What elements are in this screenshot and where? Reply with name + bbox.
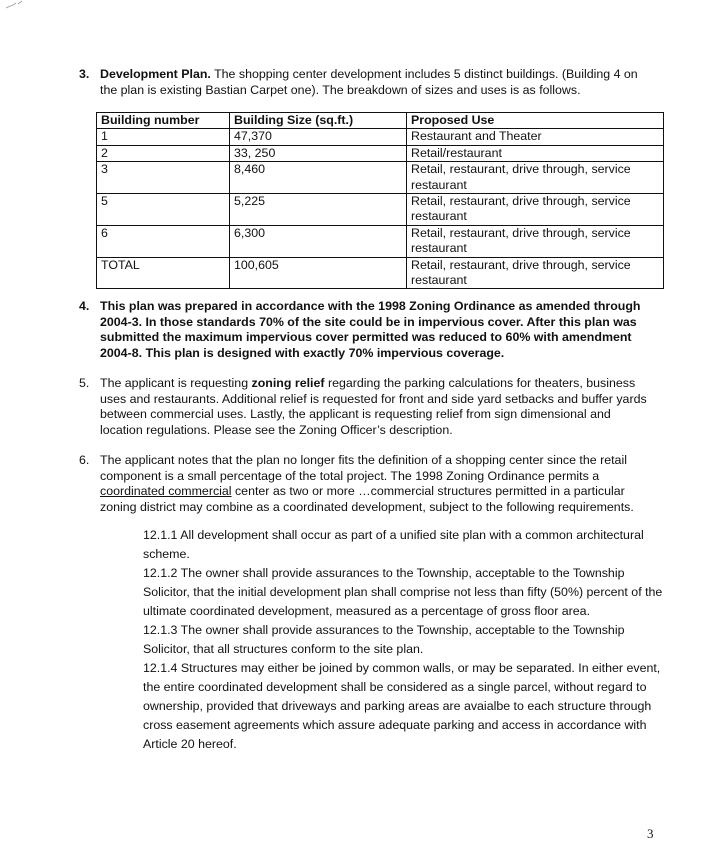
item-text: This plan was prepared in accordance with the 1998 Zoning Ordinance as amended through 2004-3. In those standards 70% of the site could be in impervious cover. After this plan was submitted the maximum impervious cover permitted was reduced to 60% with amendment 2004-8. This plan is designed with exactly 70% impervious coverage. [100,299,641,360]
requirement-paragraph: 12.1.1 All development shall occur as part of a unified site plan with a common architectural scheme. [143,528,644,561]
table-cell: Restaurant and Theater [407,129,664,145]
table-cell: Retail, restaurant, drive through, service restaurant [407,225,664,257]
column-header-building-number: Building number [97,113,230,129]
table-row [97,145,664,161]
item-4 [79,299,655,361]
item-title: Development Plan. [100,67,211,81]
requirement-paragraph: 12.1.4 Structures may either be joined by common walls, or may be separated. In either event, the entire coordinated development shall be considered as a single parcel, without regard to ownership, provided that driveways and parking areas are avaialbe to each structure through cross easement agreements which assure adequate parking and access in accordance with Article 20 hereof. [143,661,661,751]
item-number: 3. [79,67,90,81]
table-cell: Retail/restaurant [407,145,664,161]
item-emphasis: zoning relief [251,376,325,390]
item-text: The applicant notes that the plan no longer fits the definition of a shopping center since the retail component is a small percentage of the total project. The 1998 Zoning Ordinance permits a [100,453,627,483]
column-header-proposed-use: Proposed Use [407,113,664,129]
requirement-paragraph: 12.1.2 The owner shall provide assurances to the Township, acceptable to the Township Solicitor, that the initial development plan shall comprise not less than fifty (50%) percent of the ultimate coordinated development, measured as a percentage of gross floor area. [143,566,663,618]
table-row [97,162,664,194]
table-cell: 3 [97,162,230,194]
item-3 [79,67,649,98]
table-header-row [97,113,664,129]
column-header-building-size: Building Size (sq.ft.) [230,113,407,129]
scan-mark [4,0,28,10]
table-cell: 2 [97,145,230,161]
table-cell: 33, 250 [230,145,407,161]
item-underlined-term: coordinated commercial [100,484,232,499]
table-cell: 5 [97,194,230,226]
item-text: regarding the parking calculations for theaters, business uses and restaurants. Additional relief is requested for front and side yard setbacks and buffer yards between commercial uses. Lastly, the applicant is requesting relief from sign dimensional and location regulations. Please see the Zoning Officer’s description. [100,376,647,437]
item-number: 6. [79,453,90,467]
table-row [97,225,664,257]
item-text: The applicant is requesting [100,376,252,390]
item-5 [79,376,655,438]
item-text: The shopping center development includes 5 distinct buildings. (Building 4 on the plan is existing Bastian Carpet one). The breakdown of sizes and uses is as follows. [100,67,638,97]
table-cell: 5,225 [230,194,407,226]
requirements-list [143,526,663,754]
requirement-paragraph: 12.1.3 The owner shall provide assurances to the Township, acceptable to the Township Solicitor, that all structures conform to the site plan. [143,623,625,656]
item-number: 5. [79,376,90,390]
table-cell: Retail, restaurant, drive through, service restaurant [407,194,664,226]
table-cell: 6 [97,225,230,257]
table-row [97,129,664,145]
table-cell: 6,300 [230,225,407,257]
item-number: 4. [79,299,90,313]
item-6 [79,453,663,515]
page-number: 3 [647,826,654,841]
item-text: center as two or more …commercial structures permitted in a particular zoning district may combine as a coordinated development, subject to the following requirements. [100,484,634,514]
table-cell: Retail, restaurant, drive through, service restaurant [407,257,664,289]
table-cell: 47,370 [230,129,407,145]
buildings-table [96,112,664,289]
table-cell: TOTAL [97,257,230,289]
table-row [97,194,664,226]
table-cell: 100,605 [230,257,407,289]
table-cell: Retail, restaurant, drive through, service restaurant [407,162,664,194]
table-cell: 8,460 [230,162,407,194]
table-row [97,257,664,289]
table-cell: 1 [97,129,230,145]
